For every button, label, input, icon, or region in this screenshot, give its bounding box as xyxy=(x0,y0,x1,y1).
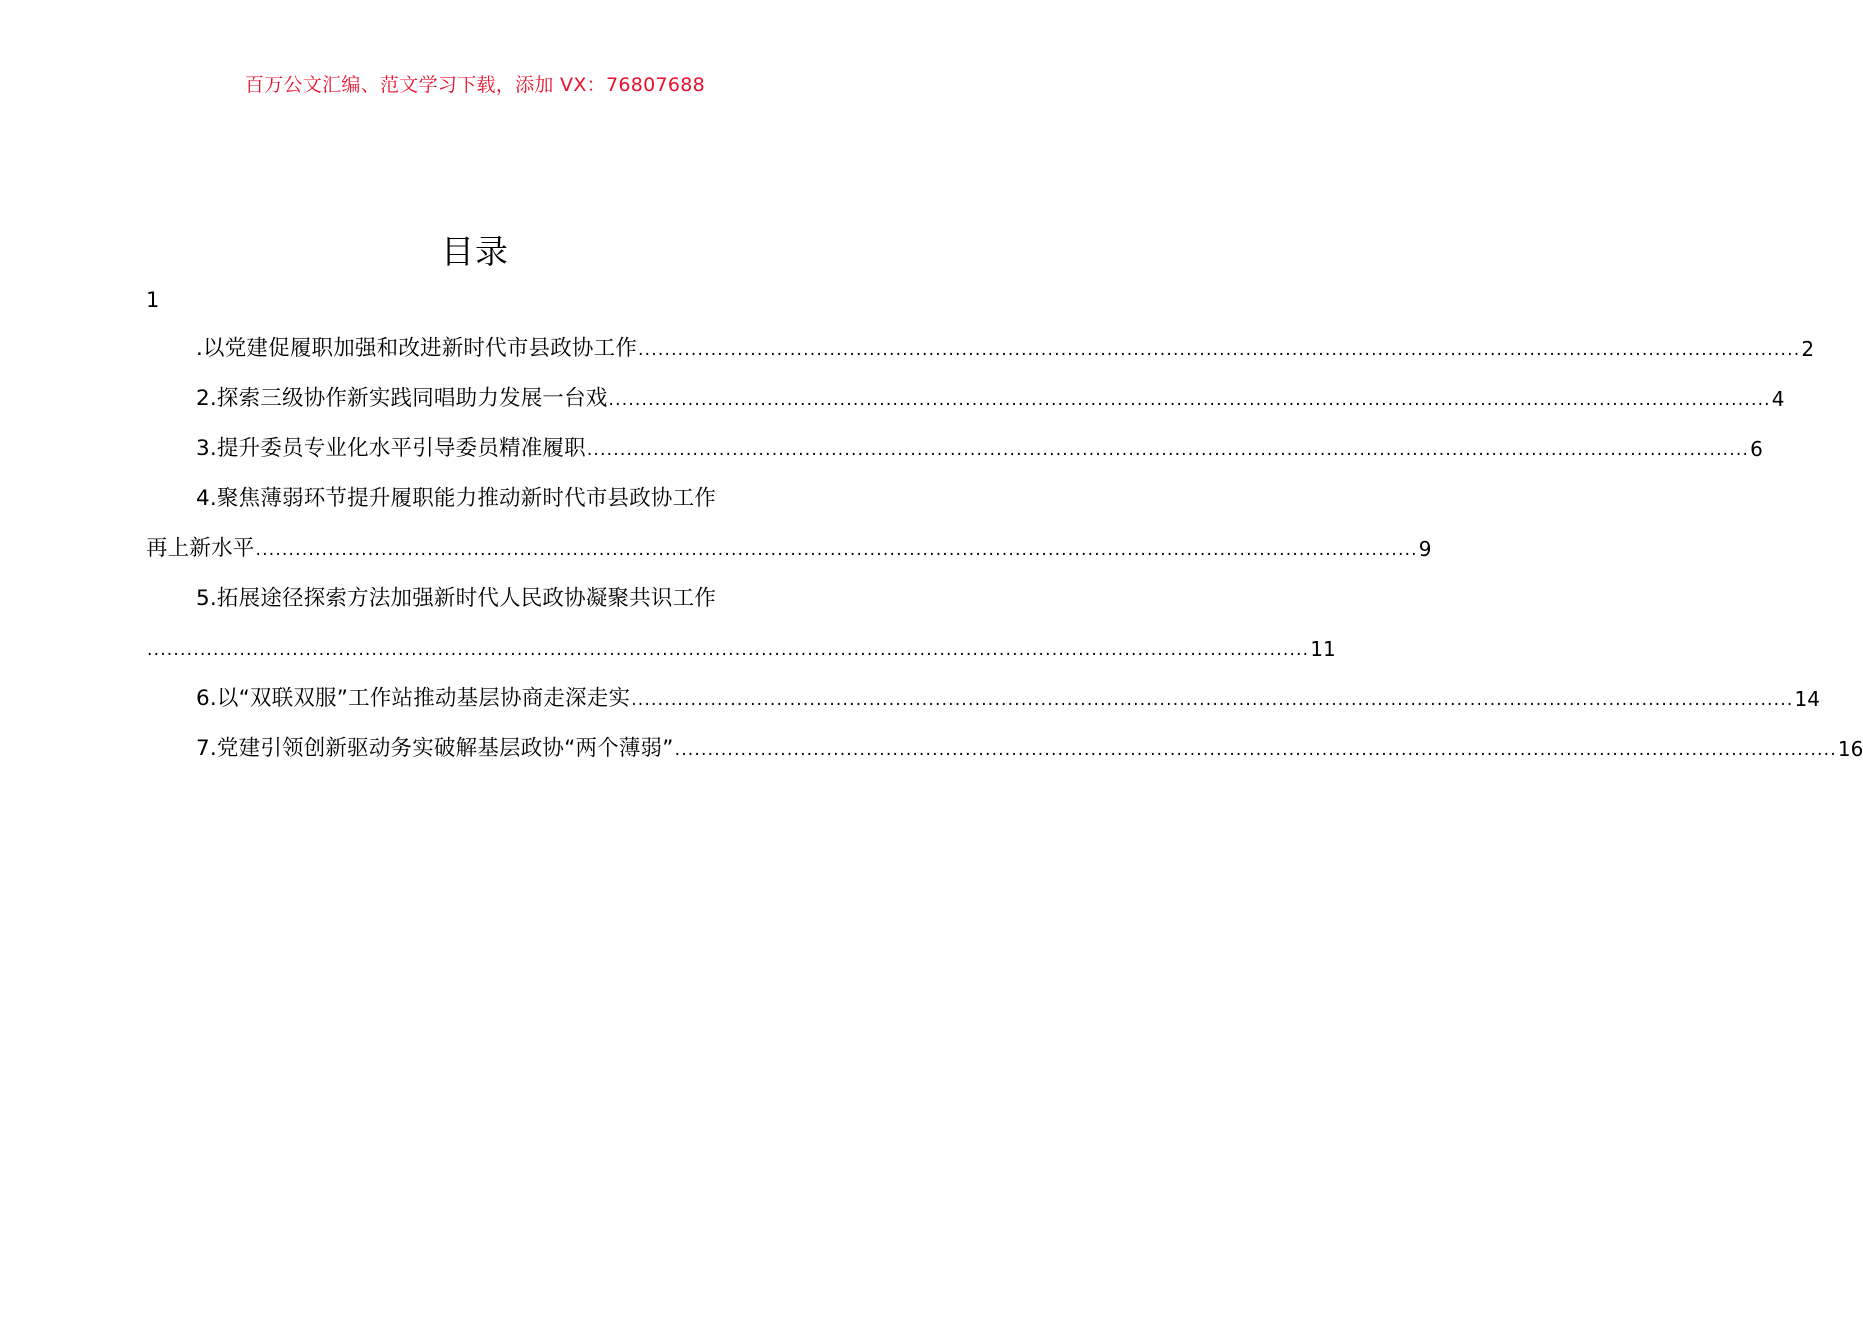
toc-entry-text: 2.探索三级协作新实践同唱助力发展一台戏 xyxy=(196,386,608,411)
toc-leader: ................................................................................................................................................................................ xyxy=(638,340,1801,360)
toc-page-number: 2 xyxy=(1801,337,1815,361)
toc-entry-4-line-1[interactable] xyxy=(146,483,806,515)
toc-entry-text: 5.拓展途径探索方法加强新时代人民政协凝聚共识工作 xyxy=(196,586,717,611)
toc-page-number: 9 xyxy=(1418,537,1432,561)
toc-leader: ................................................................................................................................................................................ xyxy=(255,540,1418,560)
toc-entry-2[interactable] xyxy=(146,383,1785,415)
toc-entry-1[interactable] xyxy=(146,333,1815,365)
toc-title: 目录 xyxy=(441,232,509,271)
toc-leader: ................................................................................................................................................................................ xyxy=(586,440,1750,460)
toc-entry-text: 6.以“双联双服”工作站推动基层协商走深走实 xyxy=(196,686,631,711)
watermark-header: 百万公文汇编、范文学习下载，添加 VX：76807688 xyxy=(244,74,706,96)
toc-entry-7[interactable] xyxy=(146,733,1863,765)
toc-entry-3[interactable] xyxy=(146,433,1763,465)
toc-entry-6[interactable] xyxy=(146,683,1820,715)
toc-entry-4-line-2[interactable] xyxy=(146,533,1432,565)
toc-leader: ................................................................................................................................................................................ xyxy=(631,690,1794,710)
toc-page-number: 16 xyxy=(1837,737,1863,761)
toc-entry-text: 再上新水平 xyxy=(146,536,255,561)
toc-leader: ................................................................................................................................................................................ xyxy=(608,390,1771,410)
toc-leader: ................................................................................................................................................................................ xyxy=(147,640,1310,660)
toc-page-number: 6 xyxy=(1750,437,1763,461)
toc-entry-5-line-1[interactable] xyxy=(146,583,806,615)
toc-entry-text: 7.党建引领创新驱动务实破解基层政协“两个薄弱” xyxy=(196,736,674,761)
toc-entry-text: 4.聚焦薄弱环节提升履职能力推动新时代市县政协工作 xyxy=(196,486,717,511)
toc-page-number: 4 xyxy=(1771,387,1785,411)
toc-stray-number: 1 xyxy=(146,288,160,312)
toc-entry-text: 3.提升委员专业化水平引导委员精准履职 xyxy=(196,436,586,461)
toc-leader: ................................................................................................................................................................................ xyxy=(674,740,1837,760)
toc-page-number: 11 xyxy=(1310,637,1336,661)
toc-entry-text: .以党建促履职加强和改进新时代市县政协工作 xyxy=(196,336,638,361)
toc-entry-5-line-2[interactable] xyxy=(146,633,1336,665)
toc-page-number: 14 xyxy=(1794,687,1820,711)
